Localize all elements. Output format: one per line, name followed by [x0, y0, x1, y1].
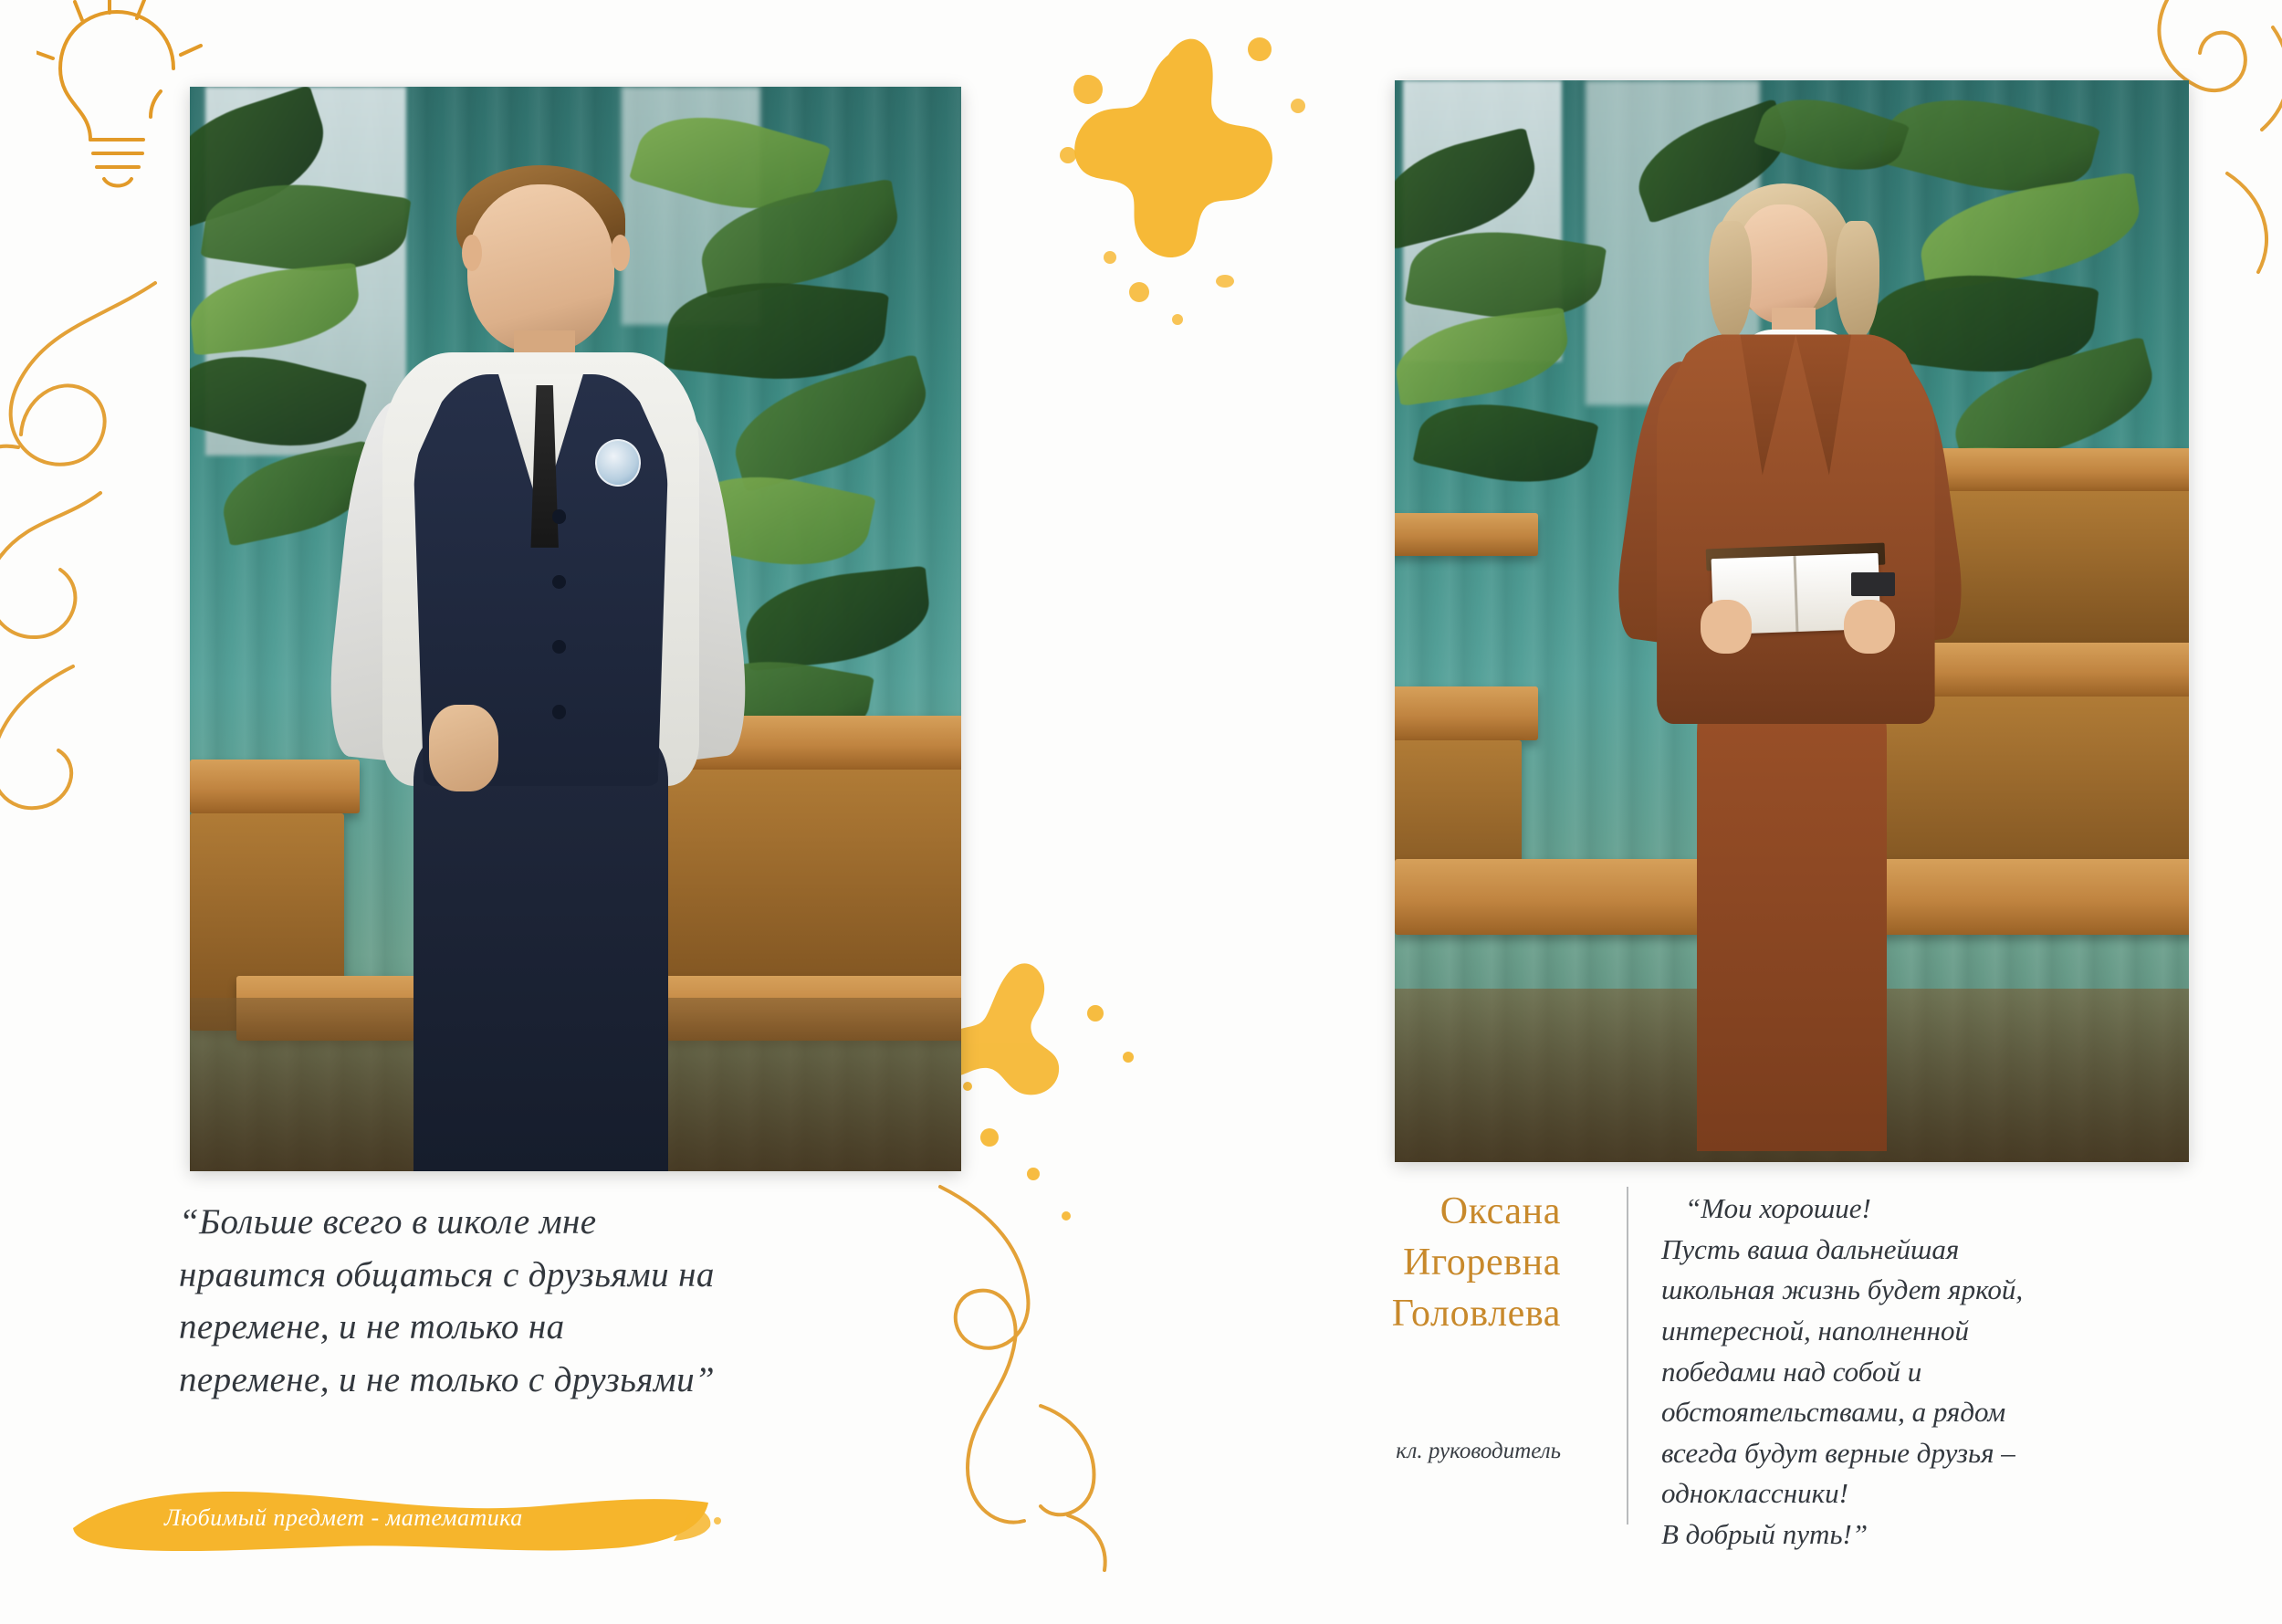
student-photo	[190, 87, 961, 1171]
teacher-photo-scene	[1395, 80, 2189, 1162]
paint-splatter-icon-small	[949, 949, 1187, 1246]
student-quote	[179, 1196, 982, 1407]
teacher-role: кл. руководитель	[1396, 1439, 1561, 1463]
student-quote-line: “Больше всего в школе мне	[179, 1202, 597, 1242]
student-quote-line: перемене, и не только с друзьями”	[179, 1360, 716, 1400]
student-photo-scene	[190, 87, 961, 1171]
paint-splatter-icon	[1031, 18, 1333, 379]
teacher-name	[1351, 1187, 1561, 1340]
favorite-subject-label: Любимый предмет - математика	[164, 1504, 523, 1531]
teacher-quote-line: одноклассники!	[1661, 1477, 1848, 1510]
student-quote-line: перемене, и не только на	[179, 1307, 565, 1347]
teacher-name-line: Игоревна	[1403, 1241, 1561, 1283]
teacher-photo	[1395, 80, 2189, 1162]
teacher-quote-line: “Мои хорошие!	[1685, 1192, 1871, 1224]
teacher-quote-line: победами над собой и	[1661, 1355, 1922, 1388]
teacher-name-line: Оксана	[1439, 1190, 1561, 1232]
teacher-quote-line: В добрый путь!”	[1661, 1518, 1869, 1550]
teacher-quote-line: всегда будут верные друзья –	[1661, 1436, 2015, 1469]
vertical-divider	[1627, 1187, 1628, 1524]
teacher-quote-line: школьная жизнь будет яркой,	[1661, 1273, 2024, 1306]
student-quote-line: нравится общаться с друзьями на	[179, 1254, 715, 1294]
teacher-quote-line: интересной, наполненной	[1661, 1314, 1970, 1346]
teacher-quote	[1661, 1189, 2245, 1556]
teacher-name-line: Головлева	[1391, 1292, 1561, 1335]
teacher-quote-line: обстоятельствами, а рядом	[1661, 1396, 2006, 1429]
teacher-quote-line: Пусть ваша дальнейшая	[1661, 1232, 1960, 1265]
